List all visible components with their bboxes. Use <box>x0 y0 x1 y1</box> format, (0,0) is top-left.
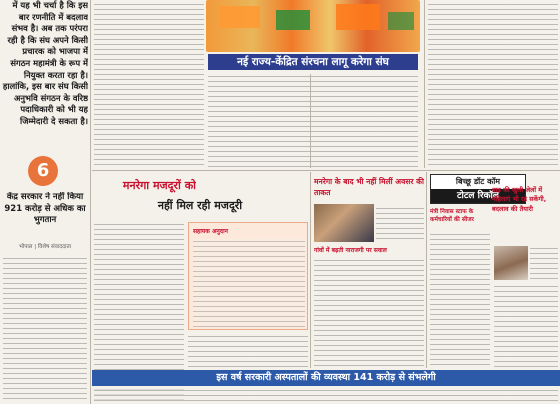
right-top-body <box>428 2 558 168</box>
top-story-body <box>94 2 204 62</box>
right-story-photo <box>494 246 528 280</box>
mnrega-sidebar <box>188 222 308 330</box>
bottom-body <box>94 388 558 404</box>
mnrega-body-2 <box>188 334 308 368</box>
middle-story-body-2 <box>314 258 424 368</box>
sidebar-body <box>193 239 305 327</box>
logo-line-1: बिच्छू डॉट कॉम <box>455 177 501 186</box>
bottom-banner-text: इस वर्ष सरकारी अस्पतालों की व्यवस्था 141 करोड़ से संभलेगी <box>216 372 436 383</box>
top-story-headline-text: नई राज्य-केंद्रित संरचना लागू करेगा संघ <box>237 56 389 68</box>
section-number-badge <box>28 156 58 186</box>
bottom-banner <box>92 370 560 386</box>
left-column <box>0 0 90 404</box>
pull-quote: में यह भी चर्चा है कि इस बार रणनीति में बदलाव संभव है। अब तक परंपरा रही है कि संघ अपने किसी प्रचारक को भाजपा में संगठन महामंत्री के रूप में नियुक्त करता रहा है। हालांकि, इस बार संघ किसी अनुभवि संगठन के वरिष्ठ पदाधिकारी को भी यह जिम्मेदारी दे सकता है। <box>2 0 88 126</box>
right-story-headline: बाढ़ की खुली जेलों में महिलाएं भी रह सकेंगी, बदलाव की तैयारी <box>492 186 547 213</box>
story-headline: केंद्र सरकार ने नहीं किया 921 करोड़ से अधिक का भुगतान <box>4 192 86 225</box>
body-text <box>3 256 87 402</box>
rally-photo <box>206 0 420 52</box>
middle-story-headline: मनरेगा के बाद भी नहीं मिलीं अवसर की ताकत <box>314 177 424 197</box>
flag-shape <box>276 10 310 30</box>
flag-shape <box>388 12 414 30</box>
flag-shape <box>220 6 260 28</box>
sidebar-title: सहायक अनुदान <box>193 228 228 235</box>
top-story-headline <box>208 54 418 70</box>
flag-shape <box>336 4 380 30</box>
byline: भोपाल | विशेष संवाददाता <box>18 244 72 250</box>
right-story-body-2 <box>494 284 558 368</box>
logo-line-2: टोटल रिकॉल <box>431 189 525 203</box>
bichhu-subhead: मंत्री निवास स्टाफ के कर्मचारियों की सीजर <box>430 209 474 223</box>
middle-story-photo <box>314 204 374 242</box>
bichhu-body <box>430 232 490 368</box>
section-number: 6 <box>36 160 50 181</box>
top-story-columns <box>208 74 418 168</box>
right-story-body <box>530 246 558 280</box>
mnrega-headline-black: नहीं मिल रही मजदूरी <box>157 199 243 212</box>
middle-story-subhead: गांवों में बढ़ती नाराजगी पर सवाल <box>314 247 387 254</box>
middle-story-body <box>376 206 424 242</box>
top-story-body-2 <box>94 62 204 168</box>
mnrega-headline-red: मनरेगा मजदूरों को <box>122 179 196 192</box>
